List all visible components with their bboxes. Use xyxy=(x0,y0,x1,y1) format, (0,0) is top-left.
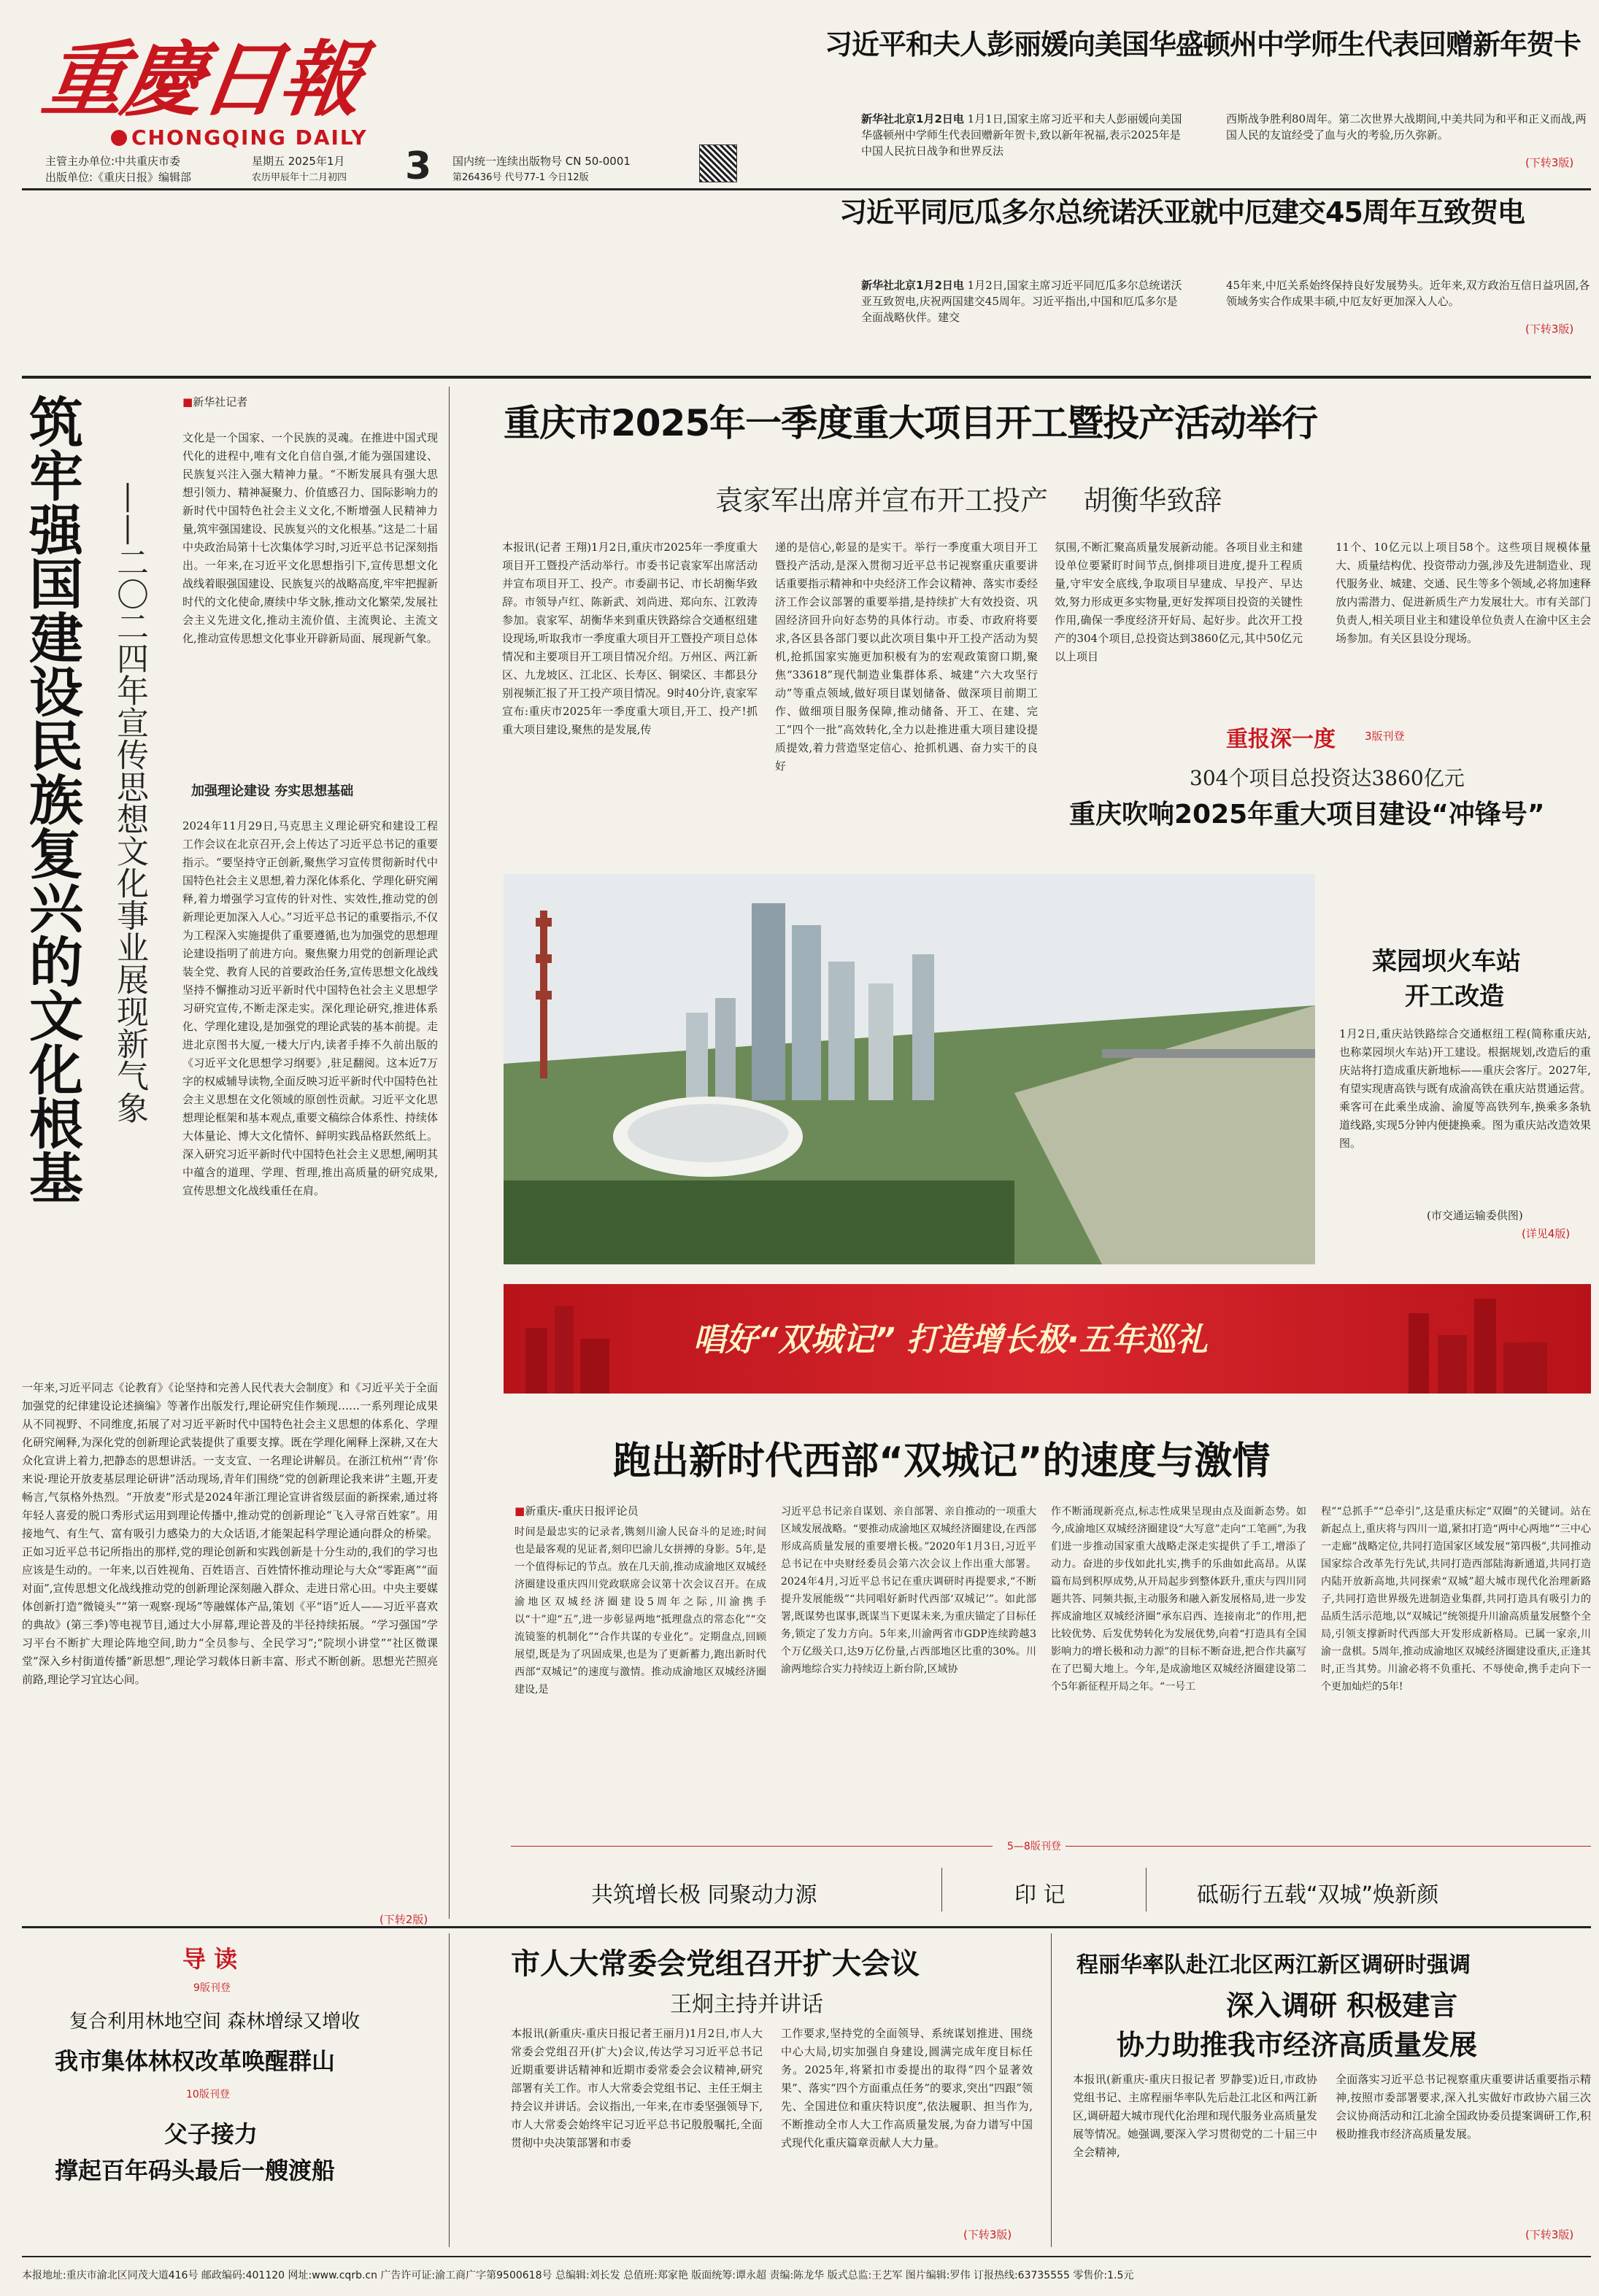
series-banner-text: 唱好“双城记” 打造增长极·五年巡礼 xyxy=(693,1321,1208,1358)
masthead-logo: 重慶日報 xyxy=(36,32,366,128)
commentary-col1: 时间是最忠实的记录者,镌刻川渝人民奋斗的足迹;时间也是最客观的见证者,刻印巴渝儿女拼搏的身影。5年,是一个值得标记的节点。放在几天前,推动成渝地区双城经济圈建设重庆四川党政联席会议第十次会议召开。在成渝地区双城经济圈建设5周年之际,川渝携手以“十”迎“五”,进一步彰显两地“抵理盘点的常态化”“交流镜鉴的机制化”“合作共谋的专业化”。定期盘点,回顾展望,既是为了巩固成果,也是为了更新蓄力,跑出新时代西部“双城记”的速度与激情。推动成渝地区双城经济圈建设,是 xyxy=(515,1526,766,1696)
deep-dive-label: 重报深一度 xyxy=(1226,727,1336,752)
series-item-2[interactable]: 印 记 xyxy=(1014,1882,1066,1908)
footer-info: 本报地址:重庆市渝北区同茂大道416号 邮政编码:401120 网址:www.cqrb.cn 广告许可证:渝工商广字第9500618号 总编辑:刘长发 总值班:郑家艳 版面统筹:谭永超 责编:陈龙华 版式总监:王艺军 图片编辑:罗伟 订报热线:63735555 零售价:1.5元 xyxy=(22,2270,1134,2281)
left-article-col-a: 文化是一个国家、一个民族的灵魂。在推进中国式现代化的进程中,唯有文化自信自强,才能为强国建设、民族复兴注入强大精神力量。“不断发展具有强大思想引领力、精神凝聚力、价值感召力、国际影响力的新时代中国特色社会主义文化,不断增强人民精神力量,筑牢强国建设、民族复兴的文化根基。”这是二十届中央政治局第十七次集体学习时,习近平总书记深刻指出。一年来,在习近平文化思想指引下,宣传思想文化战线着眼强国建设、民族复兴的战略高度,牢牢把握新时代的文化使命,赓续中华文脉,推动文化繁荣,发展社会主义先进文化,推动主流价值、主流舆论、主流文化,推动宣传思想文化事业开辟新局面、展现新气象。 xyxy=(182,431,438,645)
bottom-right-title2: 深入调研 积极建言 xyxy=(1226,1990,1458,2022)
bottom-left-title: 市人大常委会党组召开扩大会议 xyxy=(511,1947,920,1981)
masthead-english: CHONGQING DAILY xyxy=(131,125,368,150)
lead-story-col4: 11个、10亿元以上项目58个。这些项目规模体量大、质量结构优、投资带动力强,涉及先进制造业、现代服务业、城建、交通、民生等多个领域,必将加速释放内需潜力、促进新质生产力发展壮大。市有关部门负责人,相关项目业主和建设单位负责人在渝中区主会场参加。有关区县设分现场。 xyxy=(1336,541,1591,645)
lead-story-subtitle: 袁家军出席并宣布开工投产 胡衡华致辞 xyxy=(715,484,1222,517)
bottom-left-col1: 本报讯(新重庆-重庆日报记者王丽月)1月2日,市人大常委会党组召开(扩大)会议,传达学习习近平总书记近期重要讲话精神和近期市委常委会会议精神,研究部署有关工作。市人大常委会党组书记、主任王炯主持会议并讲话。会议指出,一年来,在市委坚强领导下,市人大常委会始终牢记习近平总书记殷殷嘱托,全面贯彻中央决策部署和市委 xyxy=(511,2027,763,2149)
guide-item-1-line2[interactable]: 我市集体林权改革唤醒群山 xyxy=(55,2047,336,2075)
lead-story-col2: 递的是信心,彰显的是实干。举行一季度重大项目开工暨投产活动,是深入贯彻习近平总书记视察重庆重要讲话重要指示精神和中央经济工作会议精神、落实市委经济工作会议部署的重要举措,是持续扩大有效投资、巩固经济回升向好态势的具体行动。市委、市政府将要求,各区县各部门要以此次项目集中开工投产活动为契机,抢抓国家实施更加积极有为的宏观政策窗口期,聚焦“33618”现代制造业集群体系、城建“六大攻坚行动”等重点领域,做好项目谋划储备、做深项目前期工作、做细项目服务保障,推动储备、开工、在建、完工“四个一批”高效转化,全力以赴推进重大项目建设提质提效,着力营造坚定信心、抢抓机遇、奋力实干的良好 xyxy=(775,541,1038,773)
photo-story-title2: 开工改造 xyxy=(1405,982,1504,1011)
commentary-col3: 作不断涌现新亮点,标志性成果呈现由点及面新态势。如今,成渝地区双城经济圈建设“大写意”走向“工笔画”,为我们进一步推动国家重大战略走深走实提供了手工,增添了动力。奋进的步伐如此扎实,携手的乐曲如此高昂。从谋篇布局到积厚成势,从开局起步到整体跃升,重庆与四川同题共答、同频共振,主动服务和融入新发展格局,进一步发挥成渝地区双城经济圈“承东启西、连接南北”的作用,把比较优势、后发优势转化为发展优势,向着“打造具有全国影响力的增长极和动力源”的目标不断奋进,把合作共赢写在了巴蜀大地上。今年,是成渝地区双城经济圈建设第二个5年新征程开局之年。“一号工 xyxy=(1051,1506,1306,1693)
footer-divider xyxy=(22,2256,1591,2257)
bottom-left-more[interactable]: (下转3版) xyxy=(963,2228,1012,2241)
top-news-1-col2: 西斯战争胜利80周年。第二次世界大战期间,中美共同为和平和正义而战,两国人民的友谊经受了血与火的考验,历久弥新。 xyxy=(1226,112,1587,142)
left-article-section-heading: 加强理论建设 夯实思想基础 xyxy=(191,784,354,799)
lead-story-title: 重庆市2025年一季度重大项目开工暨投产活动举行 xyxy=(504,402,1318,444)
top-news-2-col2: 45年来,中厄关系始终保持良好发展势头。近年来,双方政治互信日益巩固,各领域务实合作成果丰硕,中厄友好更加深入人心。 xyxy=(1226,279,1590,308)
left-article-title: 筑牢强国建设民族复兴的文化根基 xyxy=(20,394,83,1204)
deep-dive-line1: 304个项目总投资达3860亿元 xyxy=(1190,766,1465,790)
lower-section-divider xyxy=(22,1926,1591,1928)
masthead-publisher: 出版单位:《重庆日报》编辑部 xyxy=(45,171,192,184)
bottom-right-title3: 协力助推我市经济高质量发展 xyxy=(1117,2029,1478,2061)
bottom-right-col2: 全面落实习近平总书记视察重庆重要讲话重要指示精神,按照市委部署要求,深入扎实做好市政协六届三次会议协商活动和江北渝全国政协委员提案调研工作,积极助推我市经济高质量发展。 xyxy=(1336,2073,1591,2141)
station-rendering-art xyxy=(504,874,1315,1264)
byline-marker-icon: ■ xyxy=(182,395,193,409)
guide-item-2-line1[interactable]: 父子接力 xyxy=(164,2120,258,2148)
top-news-2-dateline: 新华社北京1月2日电 xyxy=(861,279,964,292)
left-article-subtitle: ——二〇二四年宣传思想文化事业展现新气象 xyxy=(111,482,148,1124)
bottom-right-title1: 程丽华率队赴江北区两江新区调研时强调 xyxy=(1076,1952,1471,1978)
bottom-right-more[interactable]: (下转3版) xyxy=(1525,2228,1574,2241)
series-banner xyxy=(504,1284,1591,1394)
guide-rule xyxy=(449,1933,450,2247)
top-news-2-col1: 1月2日,国家主席习近平同厄瓜多尔总统诺沃亚互致贺电,庆祝两国建交45周年。习近平指出,中国和厄瓜多尔是全面战略伙伴。建交 xyxy=(861,279,1182,324)
photo-story-title1: 菜园坝火车站 xyxy=(1372,947,1521,976)
guide-item-1-page: 9版刊登 xyxy=(193,1982,231,1994)
masthead-date: 星期五 2025年1月 xyxy=(252,155,345,168)
guide-title: 导 读 xyxy=(182,1945,238,1973)
deep-dive-page: 3版刊登 xyxy=(1365,730,1405,743)
series-divider xyxy=(511,1846,993,1847)
guide-item-1-line1[interactable]: 复合利用林地空间 森林增绿又增收 xyxy=(69,2011,361,2033)
top-news-1-col1: 1月1日,国家主席习近平和夫人彭丽媛向美国华盛顿州中学师生代表回赠新年贺卡,致以新年祝福,表示2025年是中国人民抗日战争和世界反法 xyxy=(861,112,1182,158)
series-sep-2 xyxy=(1146,1868,1147,1912)
bottom-left-subtitle: 王炯主持并讲话 xyxy=(670,1992,823,2017)
top-news-2-more[interactable]: (下转3版) xyxy=(1525,322,1574,336)
left-article-col-c: 一年来,习近平同志《论教育》《论坚持和完善人民代表大会制度》和《习近平关于全面加强党的纪律建设论述摘编》等著作出版发行,理论研究佳作频现……一系列理论成果从不同视野、不同维度,拓展了对习近平新时代中国特色社会主义思想的体系化、学理化研究阐释,为深化党的创新理论武装提供了重要支撑。既在学理化阐释上深耕,又在大众化宣讲上着力,把静态的思想讲活。一支支宣、一名理论讲解员。在浙江杭州“‘青’你来说·理论开放麦基层理论研讲”活动现场,青年们围绕“党的创新理论我来讲”主题,开麦畅言,气氛格外热烈。“开放麦”形式是2024年浙江理论宣讲省级层面的新探索,通过将年轻人喜爱的脱口秀形式运用到理论传播中,推动党的创新理论“飞入寻常百姓家”。用接地气、有生气、富有吸引力感染力的大众话语,才能架起科学理论通向群众的桥梁。正如习近平总书记所指出的那样,党的理论创新和实践创新是十分生动的,我们的学习也应该是生动的。一年来,以百姓视角、百姓语言、百姓情怀推动理论与大众“零距离”“面对面”,宣传思想文化战线推动党的创新理论深刻融入群众、走进日常心田。中央主要媒体创新打造“微镜头”“第一观察·现场”等融媒体产品,策划《平“语”近人——习近平喜欢的典故》(第三季)等电视节目,通过大小屏幕,理论普及的半径持续拓展。“学习强国”学习平台不断扩大理论阵地空间,助力“全员参与、全民学习”;“院坝小讲堂”“社区微课堂”深入乡村街道传播“新思想”,理论学习载体日新丰富、形式不断创新。思想光芒照亮前路,理论学习宜达心间。 xyxy=(22,1381,438,1686)
bottom-mid-rule xyxy=(1051,1933,1052,2247)
photo-story-text: 1月2日,重庆站铁路综合交通枢纽工程(简称重庆站,也称菜园坝火车站)开工建设。根据规划,改造后的重庆站将打造成重庆新地标——重庆会客厅。2027年,有望实现唐高铁与既有成渝高铁在重庆站贯通运营。乘客可在此乘坐成渝、渝厦等高铁列车,换乘多条轨道线路,实现5分钟内便捷换乘。图为重庆站改造效果图。 xyxy=(1339,1027,1591,1150)
series-item-1[interactable]: 共筑增长极 同聚动力源 xyxy=(591,1882,817,1908)
series-divider-right xyxy=(1066,1846,1591,1847)
commentary-col2: 习近平总书记亲自谋划、亲自部署、亲自推动的一项重大区域发展战略。“要推动成渝地区双城经济圈建设,在西部形成高质量发展的重要增长极。”2020年1月3日,习近平总书记在中央财经委员会第六次会议上作出重大部署。2024年4月,习近平总书记在重庆调研时再提要求,“不断提升发展能级”“共同唱好新时代西部‘双城记’”。如此部署,既谋势也谋事,既谋当下更谋未来,为重庆锚定了目标任务,锁定了发力方向。5年来,川渝两省市GDP连续跨越3个万亿级关口,达9万亿份量,占西部地区比重的30%。川渝两地综合实力持续迈上新台阶,区域协 xyxy=(781,1506,1036,1675)
photo-story-credit: (市交通运输委供图) xyxy=(1427,1209,1523,1222)
station-rendering-image xyxy=(504,874,1315,1264)
byline-marker-icon: ■ xyxy=(515,1504,525,1518)
masthead-issn: 国内统一连续出版物号 CN 50-0001 xyxy=(452,155,631,168)
commentary-col4: 程”“总抓手”“总牵引”,这是重庆标定“双圈”的关键词。站在新起点上,重庆将与四川一道,紧扣打造“两中心两地”“三中心一走廊”战略定位,共同打造国家区域发展“第四极”,共同推动国家综合改革先行先试,共同打造西部陆海新通道,共同打造内陆开放新高地,共同探索“双城”超大城市现代化治理新路子,共同打造世界级先进制造业集群,共同打造具有吸引力的品质生活示范地,以“双城记”统领提升川渝高质量发展整个全局,引领支撑新时代西部大开发形成新格局。已属一家亲,川渝一盘棋。5周年,推动成渝地区双城经济圈建设重庆,正逢其时,正当其势。川渝必将不负重托、不辱使命,携手走向下一个更加灿烂的5年! xyxy=(1321,1506,1591,1693)
bottom-right-col1: 本报讯(新重庆-重庆日报记者 罗静雯)近日,市政协党组书记、主席程丽华率队先后赴江北区和两江新区,调研超大城市现代化治理和现代服务业高质量发展等情况。她强调,要深入学习贯彻党的二十届三中全会精神, xyxy=(1073,2073,1317,2159)
qr-code-icon xyxy=(699,144,737,182)
commentary-title: 跑出新时代西部“双城记”的速度与激情 xyxy=(613,1439,1271,1483)
commentary-page-note: 5—8版刊登 xyxy=(1007,1841,1061,1852)
guide-item-2-page: 10版刊登 xyxy=(186,2089,230,2100)
left-column-rule xyxy=(449,387,450,1919)
series-sep-1 xyxy=(941,1868,942,1912)
left-article-col-b: 2024年11月29日,马克思主义理论研究和建设工程工作会议在北京召开,会上传达了习近平总书记的重要指示。“要坚持守正创新,聚焦学习宣传贯彻新时代中国特色社会主义思想,着力深化体系化、学理化研究阐释,着力增强学习宣传的针对性、实效性,推动党的创新理论更加深入人心。”习近平总书记的重要指示,不仅为工程深入实施提供了重要遵循,也为加强党的思想理论建设指明了前进方向。聚焦聚力用党的创新理论武装全党、教育人民的首要政治任务,宣传思想文化战线坚持不懈推动习近平新时代中国特色社会主义思想学习研究宣传,不断走深走实。深化理论研究,推进体系化、学理化建设,是加强党的理论武装的基本前提。走进北京图书大厦,一楼大厅内,读者手捧不久前出版的《习近平文化思想学习纲要》,驻足翻阅。这本近7万字的权威辅导读物,全面反映习近平新时代中国特色社会主义思想在文化领域的原创性贡献。习近平文化思想理论框架和基本观点,重要文稿综合体系性、持续体大体量论、博大文化情怀、鲜明实践品格跃然纸上。深入研究习近平新时代中国特色社会主义思想,阐明其中蕴含的道理、学理、哲理,推出高质量的研究成果,宣传思想文化战线重任在肩。 xyxy=(182,819,438,1197)
masthead-lunar: 农历甲辰年十二月初四 xyxy=(252,172,347,183)
photo-story-more[interactable]: (详见4版) xyxy=(1522,1227,1571,1240)
guide-item-2-line2[interactable]: 撑起百年码头最后一艘渡船 xyxy=(55,2157,336,2184)
masthead-day: 3 xyxy=(405,144,432,188)
top-news-1-more[interactable]: (下转3版) xyxy=(1525,156,1574,169)
left-article-more[interactable]: (下转2版) xyxy=(379,1913,428,1926)
left-article-byline: ■新华社记者 xyxy=(182,395,248,409)
masthead-issue: 第26436号 代号77-1 今日12版 xyxy=(452,172,589,183)
header-bottom-divider xyxy=(22,376,1591,379)
top-news-1-title: 习近平和夫人彭丽媛向美国华盛顿州中学师生代表回赠新年贺卡 xyxy=(825,28,1581,61)
top-news-2-title: 习近平同厄瓜多尔总统诺沃亚就中厄建交45周年互致贺电 xyxy=(839,196,1525,228)
bottom-left-col2: 工作要求,坚持党的全面领导、系统谋划推进、围绕中心大局,切实加强自身建设,圆满完成年度目标任务。2025年,将紧扣市委提出的取得“四个显著效果”、落实“四个方面重点任务”的要求,突出“四跟”领先、全国进位和重庆特识度”,依法履职、担当作为,不断推动全市人大工作高质量发展,为奋力谱写中国式现代化重庆篇章贡献人大力量。 xyxy=(781,2027,1033,2149)
masthead-emblem xyxy=(111,130,127,146)
commentary-byline: ■新重庆-重庆日报评论员 xyxy=(515,1504,639,1518)
lead-story-col3: 氛围,不断汇聚高质量发展新动能。各项目业主和建设单位要紧盯时间节点,倒排项目进度,提升工程质量,守牢安全底线,争取项目早建成、早投产、早达效,努力形成更多实物量,更好发挥项目投资的关键性作用,确保一季度经济开好局、起好步。此次开工投产的304个项目,总投资达到3860亿元,其中50亿元以上项目 xyxy=(1055,541,1303,663)
deep-dive-line2[interactable]: 重庆吹响2025年重大项目建设“冲锋号” xyxy=(1069,800,1545,830)
series-item-3[interactable]: 砥砺行五载“双城”焕新颜 xyxy=(1197,1882,1439,1908)
lead-story-col1: 本报讯(记者 王翔)1月2日,重庆市2025年一季度重大项目开工暨投产活动举行。市委书记袁家军出席活动并宣布项目开工、投产。市委副书记、市长胡衡华致辞。市领导卢红、陈新武、刘尚进、郑向东、江敦涛参加。袁家军、胡衡华来到重庆铁路综合交通枢纽建设现场,听取我市一季度重大项目开工暨投产项目总体情况和主要项目开工项目情况介绍。万州区、两江新区、九龙坡区、江北区、长寿区、铜梁区、丰都县分别视频汇报了开工投产项目情况。9时40分许,袁家军宣布:重庆市2025年一季度重大项目,开工、投产!抓重大项目建设,聚焦的是发展,传 xyxy=(502,541,758,736)
masthead-sponsor: 主管主办单位:中共重庆市委 xyxy=(45,155,181,168)
top-news-1-dateline: 新华社北京1月2日电 xyxy=(861,112,964,125)
